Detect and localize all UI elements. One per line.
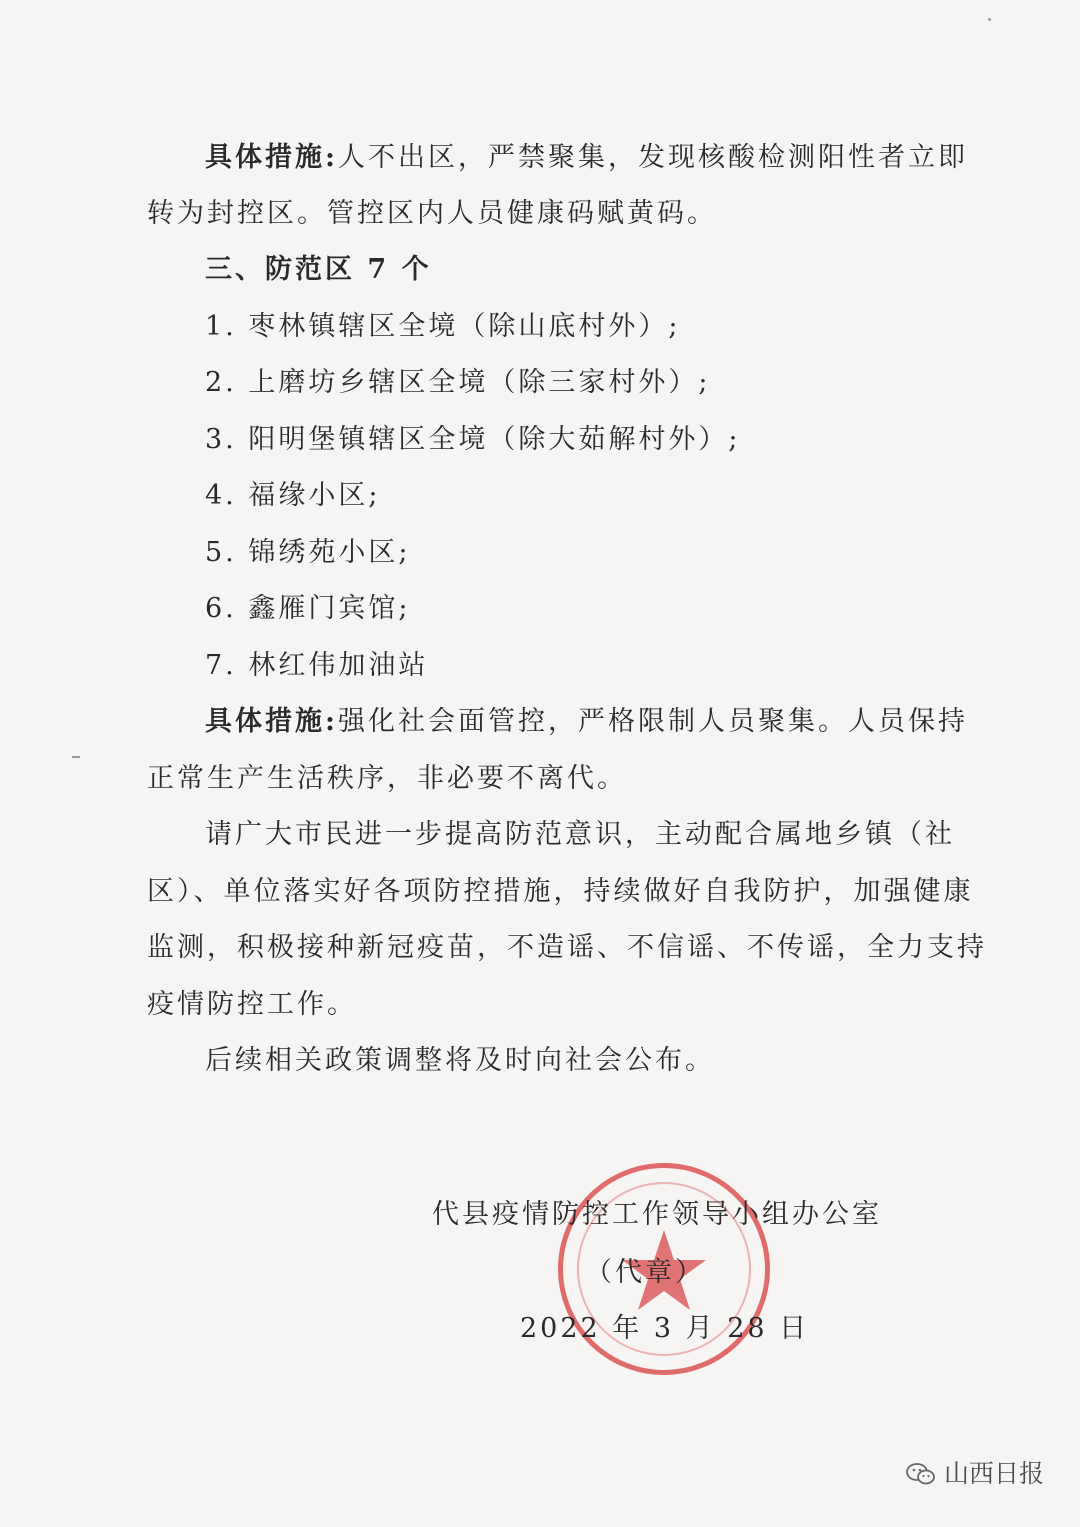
para1-line1	[205, 140, 968, 176]
seal-note: （代章）	[585, 1257, 705, 1288]
wechat-icon	[906, 1462, 936, 1486]
list-item-4: 4. 福缘小区;	[205, 480, 381, 511]
para4-line1: 后续相关政策调整将及时向社会公布。	[205, 1045, 715, 1076]
list-item-7: 7. 林红伟加油站	[205, 650, 429, 681]
para1-lead: 具体措施:	[205, 142, 338, 173]
para3-line1: 请广大市民进一步提高防范意识，主动配合属地乡镇（社	[205, 819, 955, 850]
watermark-label: 山西日报	[943, 1459, 1044, 1488]
para3-line4: 疫情防控工作。	[147, 989, 357, 1020]
para2-line1	[205, 704, 968, 740]
list-item-3: 3. 阳明堡镇辖区全境（除大茹解村外）;	[205, 424, 741, 455]
list-item-5: 5. 锦绣苑小区;	[205, 537, 411, 568]
issue-date: 2022 年 3 月 28 日	[520, 1313, 810, 1344]
list-item-1: 1. 枣林镇辖区全境（除山底村外）;	[205, 311, 681, 342]
para3-line3: 监测，积极接种新冠疫苗，不造谣、不信谣、不传谣，全力支持	[147, 932, 987, 963]
list-item-6: 6. 鑫雁门宾馆;	[205, 593, 411, 624]
para1-line1-text: 人不出区，严禁聚集，发现核酸检测阳性者立即	[337, 142, 968, 173]
scan-mark	[72, 756, 80, 758]
list-item-2: 2. 上磨坊乡辖区全境（除三家村外）;	[205, 367, 711, 398]
issuing-office: 代县疫情防控工作领导小组办公室	[432, 1199, 882, 1230]
para2-line1-text: 强化社会面管控，严格限制人员聚集。人员保持	[337, 706, 968, 737]
section3-heading: 三、防范区 7 个	[205, 254, 432, 285]
para2-line2: 正常生产生活秩序，非必要不离代。	[147, 763, 627, 794]
scan-speck	[988, 18, 991, 21]
para2-lead: 具体措施:	[205, 706, 338, 737]
para1-line2: 转为封控区。管控区内人员健康码赋黄码。	[147, 198, 717, 229]
source-watermark	[906, 1459, 1044, 1489]
para3-line2: 区）、单位落实好各项防控措施，持续做好自我防护，加强健康	[147, 876, 974, 907]
